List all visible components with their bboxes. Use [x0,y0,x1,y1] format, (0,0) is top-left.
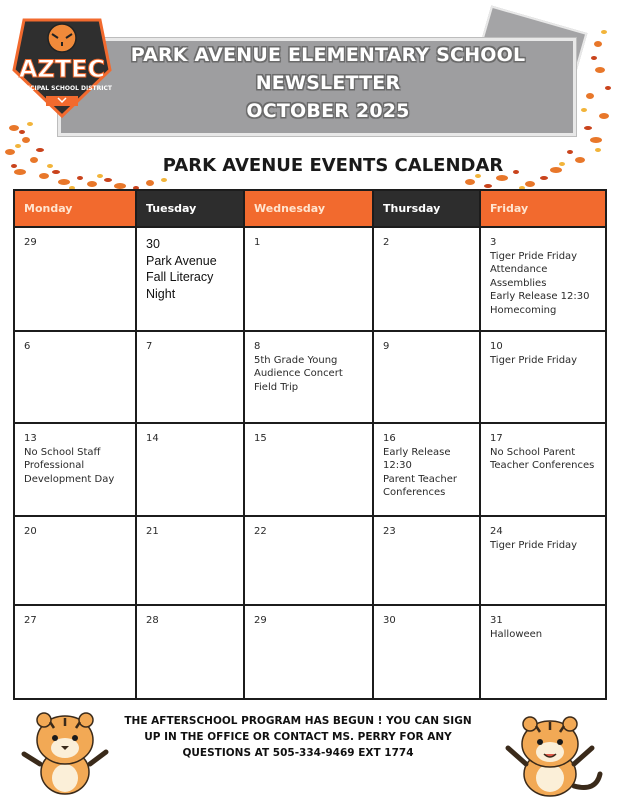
notice-line: UP IN THE OFFICE OR CONTACT MS. PERRY FOR ANY [144,731,452,743]
day-number: 2 [383,237,390,248]
day-number: 24 [490,526,503,537]
day-header-tuesday: Tuesday [136,190,244,227]
tiger-cartoon-left [10,706,120,796]
events-calendar [13,189,607,700]
calendar-day-cell [136,331,244,423]
calendar-week-row [14,423,606,516]
day-number: 20 [24,526,37,537]
event-text: Halloween [490,628,543,640]
day-number: 13 [24,433,37,444]
event-text: No School Staff Professional Development Day [24,446,115,485]
notice-line: QUESTIONS AT 505-334-9469 EXT 1774 [182,747,414,759]
day-number: 7 [146,341,153,352]
calendar-day-cell [14,331,136,423]
calendar-week-row [14,605,606,699]
day-number: 27 [24,615,37,626]
calendar-title: PARK AVENUE EVENTS CALENDAR [162,155,504,176]
day-header-wednesday: Wednesday [244,190,373,227]
day-header-monday: Monday [14,190,136,227]
calendar-day-cell [480,516,606,605]
day-number: 6 [24,341,31,352]
calendar-day-cell [136,227,244,331]
event-text: 5th Grade Young Audience Concert Field Trip [254,354,343,393]
day-number: 16 [383,433,396,444]
calendar-day-cell [244,227,373,331]
calendar-day-cell [136,516,244,605]
day-number: 9 [383,341,390,352]
calendar-day-cell [480,331,606,423]
calendar-day-cell [244,605,373,699]
calendar-day-cell [14,605,136,699]
calendar-day-cell [480,227,606,331]
event-text: Park Avenue Fall Literacy Night [146,253,217,301]
tiger-cartoon-right [500,712,610,802]
day-number: 8 [254,341,261,352]
day-number: 31 [490,615,503,626]
event-text: Tiger Pride Friday [490,539,578,551]
day-number: 14 [146,433,159,444]
logo-subtext: MUNICIPAL SCHOOL DISTRICT [12,85,112,92]
calendar-day-cell [136,605,244,699]
day-number: 28 [146,615,159,626]
calendar-day-cell [480,423,606,516]
day-number: 30 [146,237,160,251]
calendar-day-cell [14,227,136,331]
calendar-week-row [14,227,606,331]
day-number: 1 [254,237,261,248]
calendar-day-cell [14,423,136,516]
day-number: 21 [146,526,159,537]
calendar-day-cell [373,605,480,699]
day-number: 22 [254,526,267,537]
event-text: Tiger Pride Friday Attendance Assemblies Early Release 12:30 Homecoming [490,250,590,316]
calendar-day-cell [244,331,373,423]
calendar-day-cell [373,423,480,516]
day-number: 23 [383,526,396,537]
day-number: 30 [383,615,396,626]
day-number: 3 [490,237,497,248]
event-text: No School Parent Teacher Conferences [490,446,595,472]
calendar-day-cell [136,423,244,516]
calendar-day-cell [373,331,480,423]
day-number: 10 [490,341,503,352]
calendar-day-cell [373,227,480,331]
calendar-week-row [14,516,606,605]
issue-date-title: OCTOBER 2025 [246,100,410,122]
calendar-day-cell [244,423,373,516]
event-text: Early Release 12:30 Parent Teacher Conferences [383,446,457,499]
newsletter-title: NEWSLETTER [255,72,401,94]
calendar-header-row [14,190,606,227]
calendar-day-cell [373,516,480,605]
calendar-day-cell [480,605,606,699]
day-header-thursday: Thursday [373,190,480,227]
day-number: 29 [24,237,37,248]
calendar-day-cell [244,516,373,605]
event-text: Tiger Pride Friday [490,354,578,366]
notice-line: THE AFTERSCHOOL PROGRAM HAS BEGUN ! YOU CAN SIGN [124,715,472,727]
calendar-week-row [14,331,606,423]
school-name-title: PARK AVENUE ELEMENTARY SCHOOL [130,44,526,66]
day-number: 17 [490,433,503,444]
day-number: 29 [254,615,267,626]
day-header-friday: Friday [480,190,606,227]
afterschool-notice [112,713,484,761]
day-number: 15 [254,433,267,444]
calendar-day-cell [14,516,136,605]
logo-text: AZTEC [18,55,106,83]
